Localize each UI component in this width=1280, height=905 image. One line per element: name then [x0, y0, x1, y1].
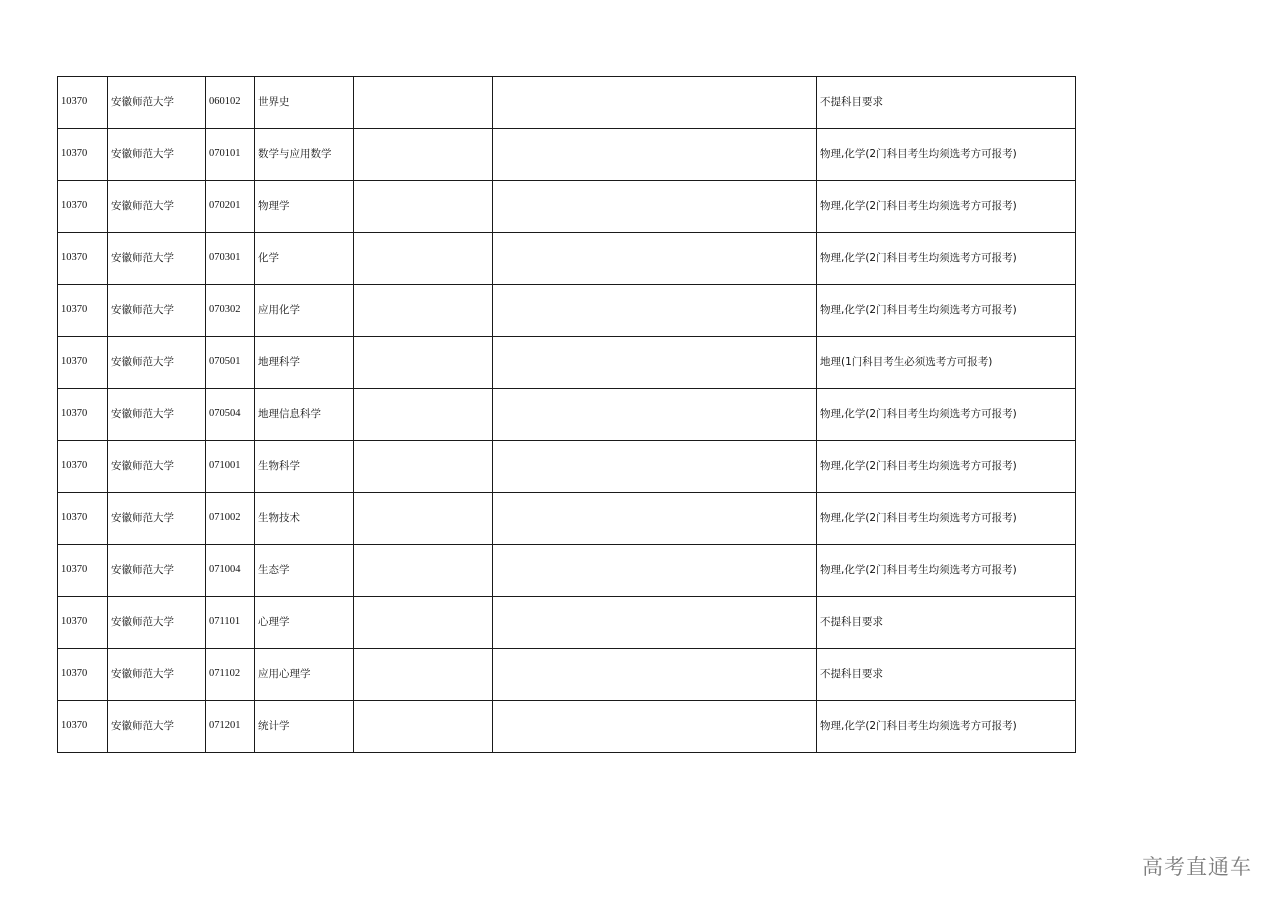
- empty-cell: [354, 545, 493, 597]
- major-name-cell: 统计学: [255, 701, 354, 753]
- major-code-cell: 071201: [206, 701, 255, 753]
- major-name-cell: 应用化学: [255, 285, 354, 337]
- major-name-cell: 数学与应用数学: [255, 129, 354, 181]
- table-row: [58, 337, 1076, 389]
- major-code-cell: 070101: [206, 129, 255, 181]
- school-name-cell: 安徽师范大学: [108, 129, 206, 181]
- major-code-cell: 071001: [206, 441, 255, 493]
- table-row: [58, 701, 1076, 753]
- school-code-cell: 10370: [58, 597, 108, 649]
- major-name-cell: 世界史: [255, 77, 354, 129]
- empty-cell: [354, 389, 493, 441]
- school-code-cell: 10370: [58, 337, 108, 389]
- school-name-cell: 安徽师范大学: [108, 233, 206, 285]
- empty-cell: [354, 597, 493, 649]
- school-code-cell: 10370: [58, 545, 108, 597]
- school-code-cell: 10370: [58, 285, 108, 337]
- table-row: [58, 129, 1076, 181]
- subject-requirement-cell: 物理,化学(2门科目考生均须选考方可报考): [817, 493, 1076, 545]
- empty-cell: [493, 181, 817, 233]
- school-code-cell: 10370: [58, 493, 108, 545]
- empty-cell: [493, 649, 817, 701]
- major-name-cell: 应用心理学: [255, 649, 354, 701]
- subject-requirement-cell: 物理,化学(2门科目考生均须选考方可报考): [817, 441, 1076, 493]
- school-name-cell: 安徽师范大学: [108, 701, 206, 753]
- school-code-cell: 10370: [58, 389, 108, 441]
- subject-requirement-cell: 物理,化学(2门科目考生均须选考方可报考): [817, 285, 1076, 337]
- empty-cell: [354, 285, 493, 337]
- major-code-cell: 071101: [206, 597, 255, 649]
- empty-cell: [493, 389, 817, 441]
- empty-cell: [493, 233, 817, 285]
- table-row: [58, 181, 1076, 233]
- table-row: [58, 233, 1076, 285]
- major-requirements-table: [57, 76, 1076, 753]
- major-name-cell: 心理学: [255, 597, 354, 649]
- major-code-cell: 071102: [206, 649, 255, 701]
- major-code-cell: 060102: [206, 77, 255, 129]
- major-name-cell: 地理科学: [255, 337, 354, 389]
- subject-requirement-cell: 物理,化学(2门科目考生均须选考方可报考): [817, 545, 1076, 597]
- empty-cell: [493, 701, 817, 753]
- table-row: [58, 493, 1076, 545]
- school-code-cell: 10370: [58, 77, 108, 129]
- subject-requirement-cell: 地理(1门科目考生必须选考方可报考): [817, 337, 1076, 389]
- empty-cell: [493, 493, 817, 545]
- empty-cell: [354, 701, 493, 753]
- major-code-cell: 071002: [206, 493, 255, 545]
- major-code-cell: 071004: [206, 545, 255, 597]
- subject-requirement-cell: 物理,化学(2门科目考生均须选考方可报考): [817, 181, 1076, 233]
- school-code-cell: 10370: [58, 649, 108, 701]
- school-name-cell: 安徽师范大学: [108, 545, 206, 597]
- table-row: [58, 545, 1076, 597]
- major-code-cell: 070501: [206, 337, 255, 389]
- subject-requirement-cell: 物理,化学(2门科目考生均须选考方可报考): [817, 233, 1076, 285]
- major-code-cell: 070201: [206, 181, 255, 233]
- subject-requirement-cell: 不提科目要求: [817, 77, 1076, 129]
- table-row: [58, 649, 1076, 701]
- subject-requirement-cell: 不提科目要求: [817, 597, 1076, 649]
- school-name-cell: 安徽师范大学: [108, 441, 206, 493]
- school-code-cell: 10370: [58, 181, 108, 233]
- empty-cell: [493, 285, 817, 337]
- school-code-cell: 10370: [58, 233, 108, 285]
- major-code-cell: 070504: [206, 389, 255, 441]
- major-name-cell: 生物科学: [255, 441, 354, 493]
- table-row: [58, 285, 1076, 337]
- major-name-cell: 地理信息科学: [255, 389, 354, 441]
- empty-cell: [354, 233, 493, 285]
- major-name-cell: 物理学: [255, 181, 354, 233]
- school-name-cell: 安徽师范大学: [108, 285, 206, 337]
- watermark-text: 高考直通车: [1142, 855, 1252, 879]
- empty-cell: [493, 129, 817, 181]
- major-code-cell: 070302: [206, 285, 255, 337]
- table-row: [58, 597, 1076, 649]
- school-code-cell: 10370: [58, 441, 108, 493]
- empty-cell: [493, 337, 817, 389]
- major-name-cell: 生态学: [255, 545, 354, 597]
- subject-requirement-cell: 不提科目要求: [817, 649, 1076, 701]
- school-name-cell: 安徽师范大学: [108, 597, 206, 649]
- school-name-cell: 安徽师范大学: [108, 337, 206, 389]
- major-code-cell: 070301: [206, 233, 255, 285]
- empty-cell: [354, 493, 493, 545]
- table-row: [58, 389, 1076, 441]
- empty-cell: [493, 597, 817, 649]
- empty-cell: [493, 441, 817, 493]
- school-name-cell: 安徽师范大学: [108, 649, 206, 701]
- table-row: [58, 77, 1076, 129]
- empty-cell: [354, 649, 493, 701]
- major-name-cell: 生物技术: [255, 493, 354, 545]
- major-name-cell: 化学: [255, 233, 354, 285]
- school-name-cell: 安徽师范大学: [108, 493, 206, 545]
- empty-cell: [354, 77, 493, 129]
- school-name-cell: 安徽师范大学: [108, 181, 206, 233]
- table-body: [58, 77, 1076, 753]
- school-name-cell: 安徽师范大学: [108, 389, 206, 441]
- table-row: [58, 441, 1076, 493]
- empty-cell: [354, 441, 493, 493]
- empty-cell: [354, 337, 493, 389]
- empty-cell: [354, 129, 493, 181]
- empty-cell: [354, 181, 493, 233]
- subject-requirement-cell: 物理,化学(2门科目考生均须选考方可报考): [817, 701, 1076, 753]
- school-name-cell: 安徽师范大学: [108, 77, 206, 129]
- school-code-cell: 10370: [58, 701, 108, 753]
- subject-requirement-cell: 物理,化学(2门科目考生均须选考方可报考): [817, 129, 1076, 181]
- school-code-cell: 10370: [58, 129, 108, 181]
- empty-cell: [493, 545, 817, 597]
- empty-cell: [493, 77, 817, 129]
- subject-requirement-cell: 物理,化学(2门科目考生均须选考方可报考): [817, 389, 1076, 441]
